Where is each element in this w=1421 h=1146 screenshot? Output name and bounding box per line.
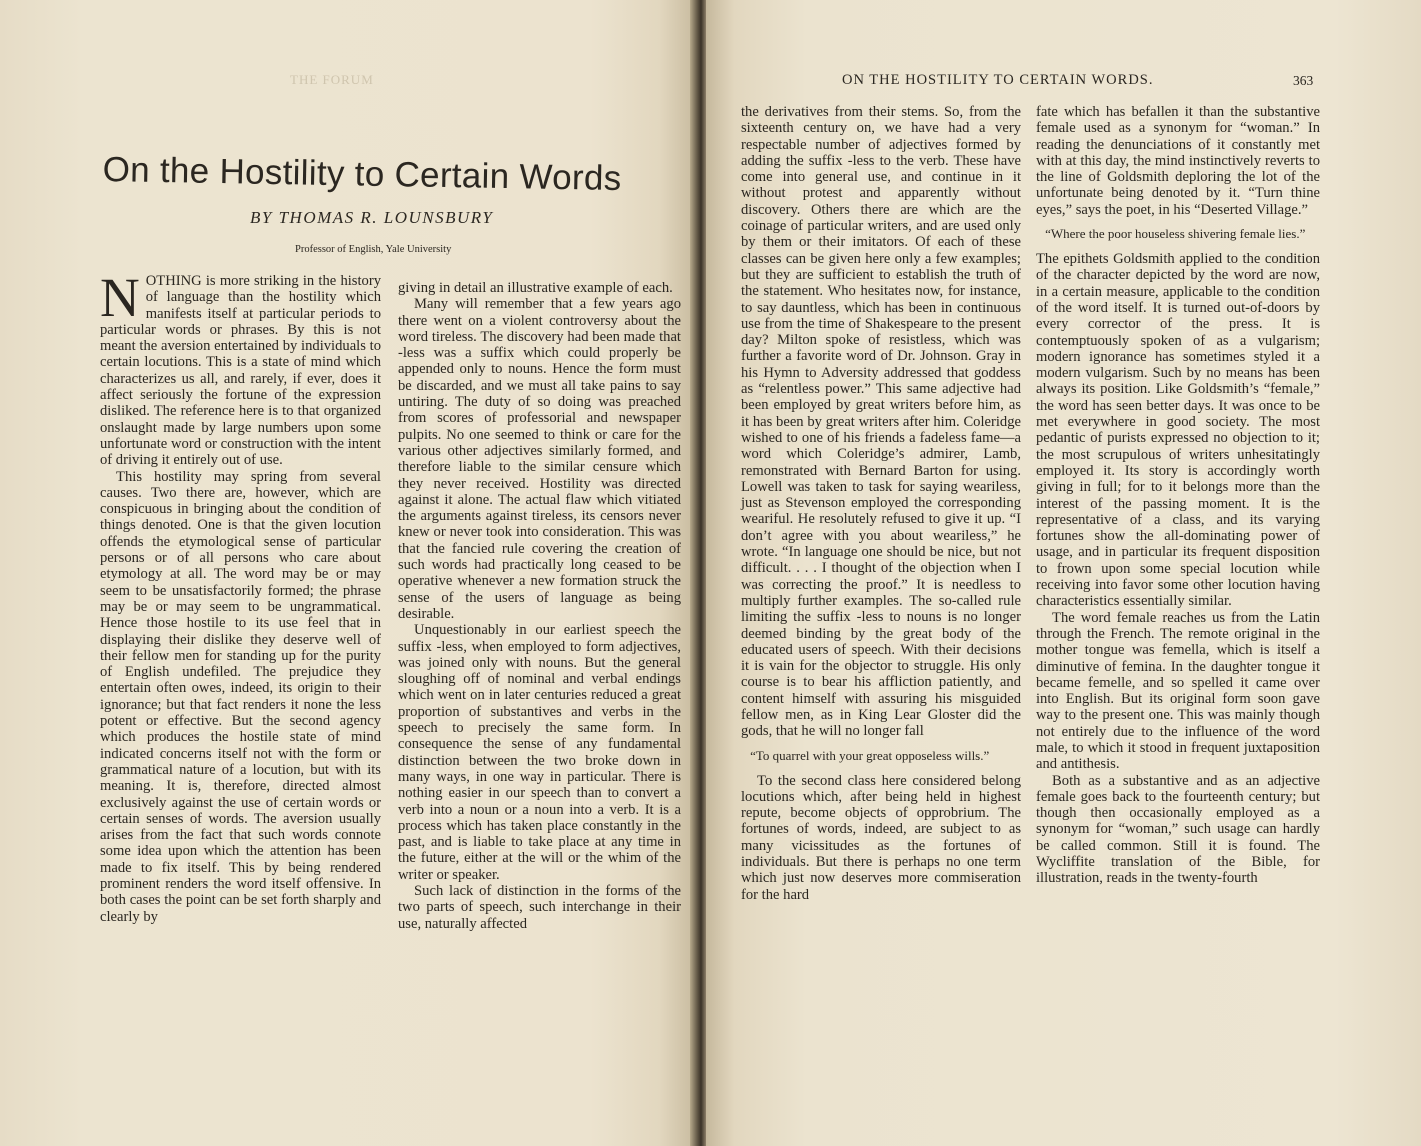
paragraph: Both as a substantive and as an adjective female goes back to the fourteenth century; but though then occasionally employed as a synonym for “woman,” such usage can hardly be called common. Still it is found. The Wycliffite translation of the Bible, for illustration, reads in the twenty-fourth [1036, 772, 1320, 887]
paragraph: Many will remember that a few years ago there went on a violent controversy about the word tireless. The discovery had been made that -less was a suffix which could properly be appended only to nouns. Hence the form must be discarded, and we must all take pains to say untiring. The duty of so doing was preached from scores of professorial and newspaper pulpits. No one seemed to think or care for the various other adjectives similarly formed, and therefore liable to the similar censure which they never received. Hostility was directed against it alone. The actual flaw which vitiated the arguments against tireless, its censors never knew or never took into consideration. This was that the fancied rule covering the creation of such words had practically long ceased to be operative whenever a new formation struck the sense of the users of language as being desirable. [398, 296, 681, 622]
drop-cap: N [100, 267, 140, 328]
article-title: On the Hostility to Certain Words [102, 150, 622, 199]
left-page [0, 0, 694, 1146]
bleed-through-header: THE FORUM [290, 72, 374, 87]
column-3 [741, 104, 1021, 903]
paragraph: The epithets Goldsmith applied to the condition of the character depicted by the word are now, in a certain measure, applicable to the condition of the word itself. It is turned out-of-doors by every corrector of the press. It is contemptuously spoken of as a vulgarism; modern ignorance has sometimes styled it a modern vulgarism. Such by no means has been always its position. Like Goldsmith’s “female,” the word has seen better days. It was once to be met everywhere in good society. The most pedantic of purists expressed no objection to it; the most scrupulous of writers unhesitatingly employed it. Its story is accordingly worth giving in full; for to it belongs more than the interest of the passing moment. It is the representative of a class, and its varying fortunes show the all-dominating power of usage, and in particular its frequent disposition to frown upon some special locution while receiving into favor some other locution having characteristics essentially similar. [1036, 251, 1320, 610]
paragraph-text: OTHING is more striking in the history of language than the hostility which manifests itself at particular periods to particular words or phrases. By this is not meant the aversion entertained by individuals to certain locutions. This is a state of mind which characterizes us all, and rarely, if ever, does it affect seriously the fortune of the expression disliked. The reference here is to that organized onslaught made by large numbers upon some unfortunate word or construction with the intent of driving it entirely out of use. [100, 273, 381, 469]
paragraph: Such lack of distinction in the forms of the two parts of speech, such interchange in their use, naturally affected [398, 882, 681, 932]
paragraph: Unquestionably in our earliest speech the suffix -less, when employed to form adjectives, was joined only with nouns. But the general sloughing off of nominal and verbal endings which went on in later centuries reduced a great proportion of substantives and verbs in the speech to precisely the same form. In consequence the sense of any fundamental distinction between the two broke down in many ways, in one way in particular. There is nothing easier in our speech than to convert a verb into a noun or a noun into a verb. It is a process which has taken place constantly in the past, and is liable to take place at any time in the future, either at the will or the whim of the writer or speaker. [398, 622, 681, 883]
author-affiliation: Professor of English, Yale University [295, 244, 452, 255]
column-4 [1036, 104, 1320, 887]
paragraph [100, 267, 381, 469]
paragraph: giving in detail an illustrative example of each. [398, 280, 673, 296]
block-quote: “Where the poor houseless shivering female lies.” [1045, 226, 1306, 242]
running-head: ON THE HOSTILITY TO CERTAIN WORDS. [842, 72, 1154, 88]
block-quote: “To quarrel with your great opposeless wills.” [750, 747, 990, 763]
paragraph: fate which has befallen it than the substantive female used as a synonym for “woman.” In reading the denunciations of it constantly met with at this day, the mind instinctively reverts to the line of Goldsmith deploring the lot of the unfortunate being denoted by it. “Turn thine eyes,” says the poet, in his “Deserted Village.” [1036, 104, 1320, 218]
byline: BY THOMAS R. LOUNSBURY [250, 208, 494, 227]
paragraph: The word female reaches us from the Latin through the French. The remote original in the mother tongue was femella, which is itself a diminutive of femina. In the daughter tongue it became femelle, and so spelled it came over into English. But its original form soon gave way to the present one. This was mainly though not entirely due to the influence of the word male, to which it stood in frequent juxtaposition and antithesis. [1036, 609, 1320, 773]
paragraph: To the second class here considered belong locutions which, after being held in highest repute, become objects of opprobrium. The fortunes of words, indeed, are subject to as many vicissitudes as the fortunes of individuals. But there is perhaps no one term which just now deserves more commiseration for the hard [741, 772, 1021, 903]
column-2 [398, 280, 681, 932]
page-number: 363 [1293, 73, 1314, 88]
paragraph: This hostility may spring from several causes. Two there are, however, which are conspicuous in bringing about the condition of things denoted. One is that the given locution offends the etymological sense of particular persons or of all persons who care about etymology at all. The word may be or may seem to be unsatisfactorily formed; the phrase may be or may seem to be ungrammatical. Hence those hostile to its use feel that in displaying their dislike they deserve well of their fellow men for standing up for the purity of English undefiled. The prejudice they entertain often owes, indeed, its origin to their ignorance; but that fact renders it none the less potent or effective. But the second agency which produces the hostile state of mind indicated concerns itself not with the form or grammatical nature of a locution, but with its meaning. It is, therefore, directed almost exclusively against the use of certain words or certain senses of words. The aversion usually arises from the fact that such words connote some idea upon which the attention has been made to fix itself. This by being rendered prominent renders the word itself offensive. In both cases the point can be set forth sharply and clearly by [100, 468, 381, 925]
paragraph: the derivatives from their stems. So, from the sixteenth century on, we have had a very respectable number of adjectives formed by adding the suffix -less to the verb. These have come into general use, and continue in it without protest and apparently without discovery. Others there are which are the coinage of particular writers, and are used only by them or their imitators. Of each of these classes can be given here only a few examples; but they are sufficient to establish the truth of the statement. Who hesitates now, for instance, to say dauntless, which has been in continuous use from the time of Shakespeare to the present day? Milton spoke of resistless, which was further a favorite word of Dr. Johnson. Gray in his Hymn to Adversity addressed that goddess as “relentless power.” This same adjective had been employed by great writers before him, as it has been by great writers after him. Coleridge wished to one of his friends a fadeless fame—a word which Coleridge’s admirer, Lamb, remonstrated with Bernard Barton for using. Lowell was taken to task for saying weariless, just as Stevenson employed the corresponding weariful. He resolutely refused to give it up. “I don’t agree with you about weariless,” he wrote. “In language one should be nice, but not difficult. . . . I thought of the objection when I was correcting the proof.” It is needless to multiply further examples. The so-called rule limiting the suffix -less to nouns is no longer deemed binding by the great body of the educated users of speech. With their decisions it is vain for the objector to struggle. His only course is to bear his affliction patiently, and content himself with assuring his misguided fellow men, as in King Lear Gloster did the gods, that he will no longer fall [741, 104, 1021, 740]
column-1 [100, 267, 381, 925]
